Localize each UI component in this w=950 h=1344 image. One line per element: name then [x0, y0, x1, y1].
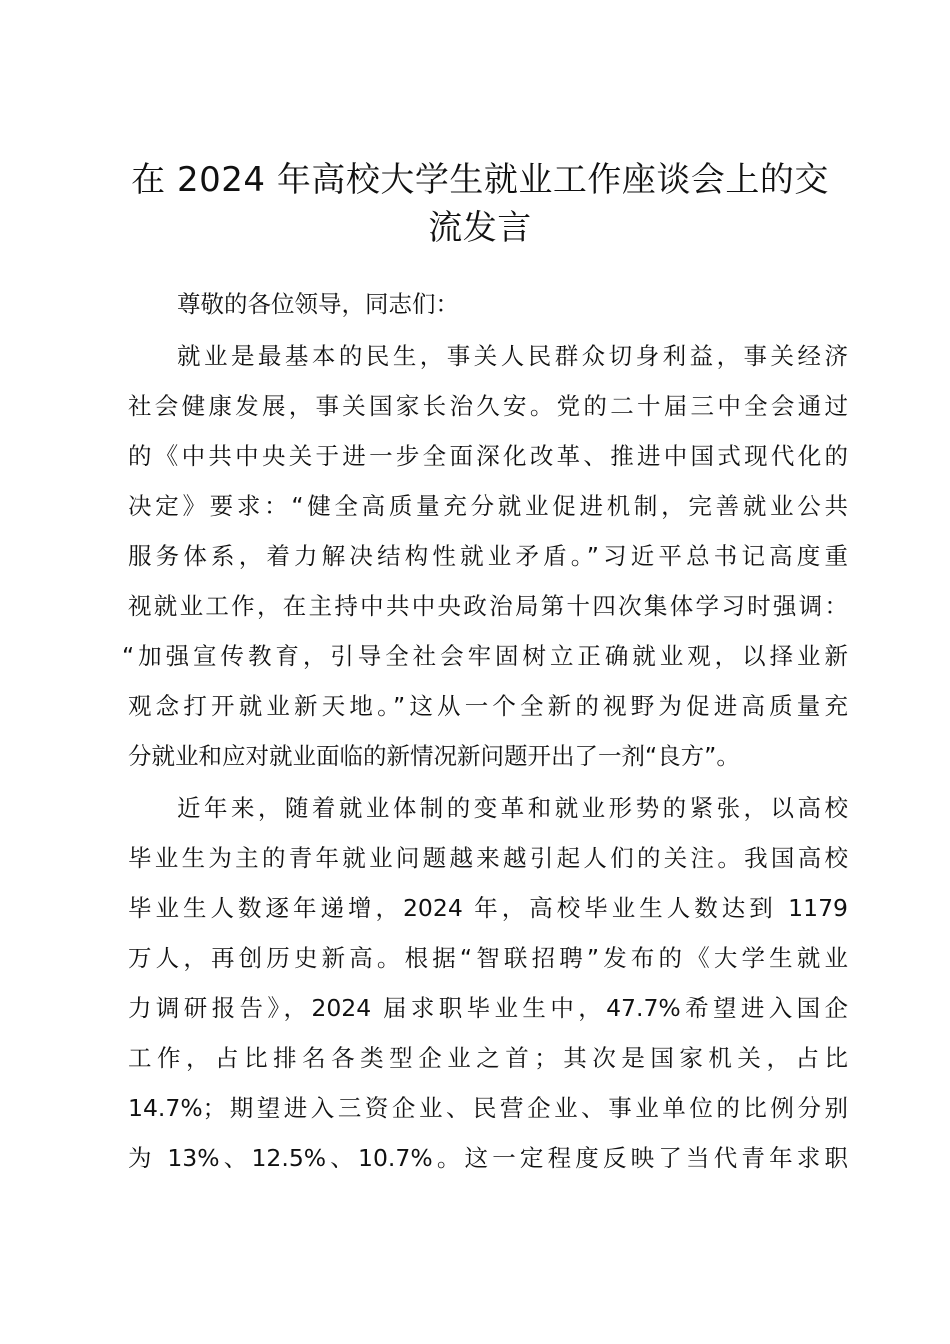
paragraph-line: 14.7%；期望进入三资企业、民营企业、事业单位的比例分别 — [128, 1094, 848, 1122]
salutation-text: 尊敬的各位领导，同志们： — [177, 290, 459, 318]
paragraph-line: “加强宣传教育，引导全社会牢固树立正确就业观，以择业新 — [122, 642, 848, 670]
paragraph-line: 近年来，随着就业体制的变革和就业形势的紧张，以高校 — [177, 794, 848, 822]
paragraph-graduate-employment — [128, 788, 848, 1188]
paragraph-line: 毕业生人数逐年递增，2024 年，高校毕业生人数达到 1179 — [128, 894, 848, 922]
paragraph-line: 力调研报告》，2024 届求职毕业生中，47.7%希望进入国企 — [128, 994, 848, 1022]
paragraph-line: 工作，占比排名各类型企业之首；其次是国家机关，占比 — [128, 1044, 848, 1072]
paragraph-line: 服务体系，着力解决结构性就业矛盾。”习近平总书记高度重 — [128, 542, 848, 570]
title-line: 在 2024 年高校大学生就业工作座谈会上的交 — [131, 160, 829, 200]
paragraph-line: 毕业生为主的青年就业问题越来越引起人们的关注。我国高校 — [128, 844, 848, 872]
document-title — [120, 156, 840, 252]
title-line: 流发言 — [428, 208, 532, 248]
paragraph-line: 视就业工作，在主持中共中央政治局第十四次集体学习时强调： — [128, 592, 848, 620]
paragraph-employment-policy — [122, 336, 848, 786]
paragraph-line: 为 13%、12.5%、10.7%。这一定程度反映了当代青年求职 — [128, 1144, 848, 1172]
salutation-paragraph — [128, 284, 848, 334]
paragraph-line: 决定》要求：“健全高质量充分就业促进机制，完善就业公共 — [128, 492, 848, 520]
paragraph-line: 的《中共中央关于进一步全面深化改革、推进中国式现代化的 — [128, 442, 848, 470]
paragraph-line: 万人，再创历史新高。根据“智联招聘”发布的《大学生就业 — [128, 944, 848, 972]
paragraph-line: 就业是最基本的民生，事关人民群众切身利益，事关经济 — [177, 342, 848, 370]
paragraph-line: 分就业和应对就业面临的新情况新问题开出了一剂“良方”。 — [128, 742, 740, 770]
paragraph-line: 社会健康发展，事关国家长治久安。党的二十届三中全会通过 — [128, 392, 848, 420]
paragraph-line: 观念打开就业新天地。”这从一个全新的视野为促进高质量充 — [128, 692, 848, 720]
document-body — [122, 284, 848, 1190]
